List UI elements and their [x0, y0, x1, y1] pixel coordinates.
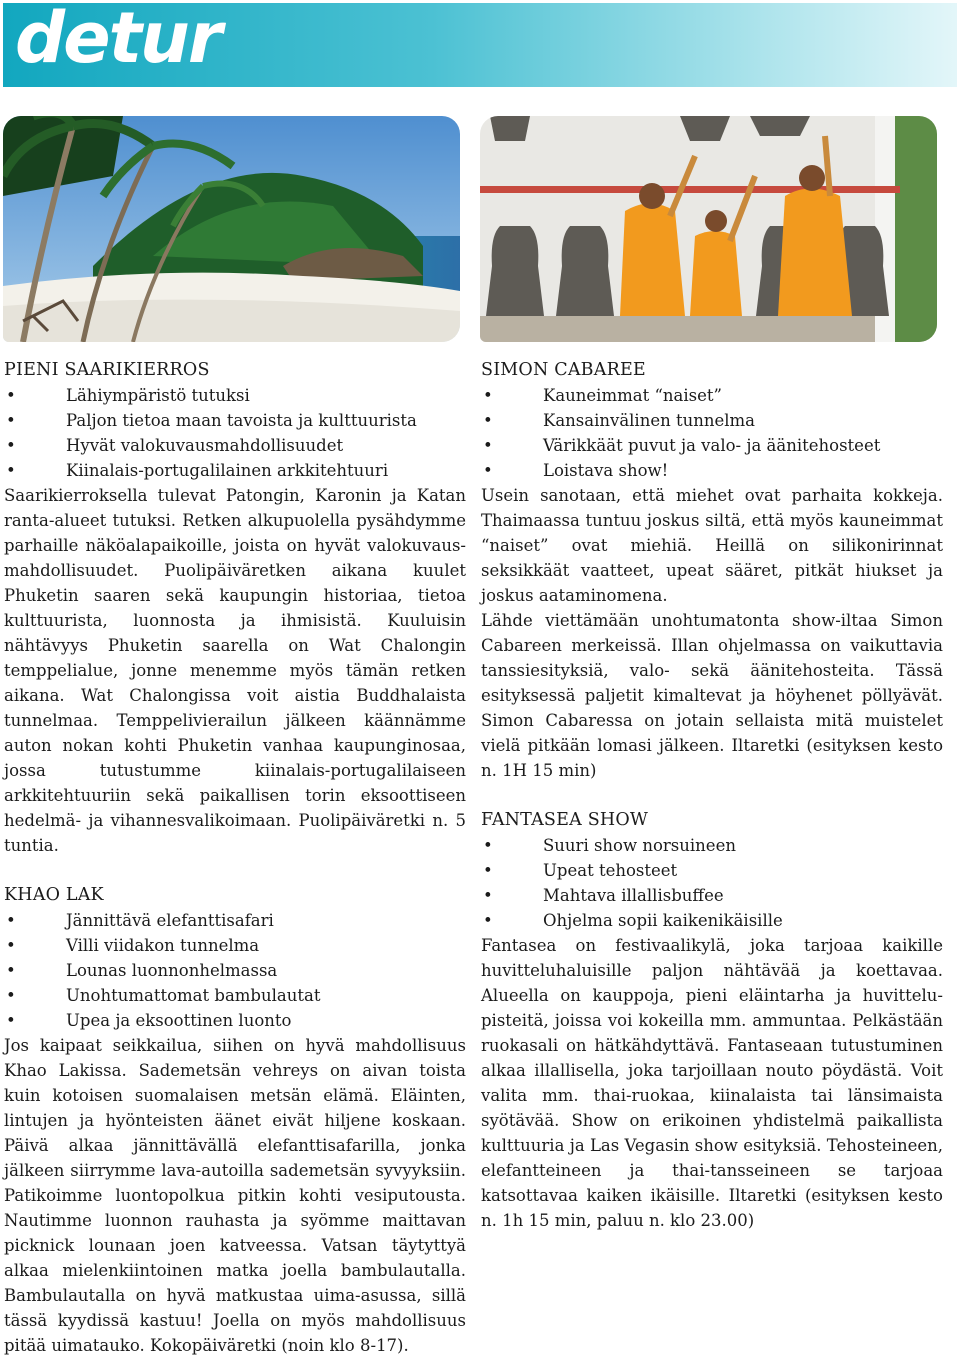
list-item: • Mahtava illallisbuffee [481, 883, 943, 908]
list-item: • Värikkäät puvut ja valo- ja äänitehosteet [481, 433, 943, 458]
description-continued: Lähde viettämään unohtumatonta show-iltaa Simon Cabareen merkeissä. Illan ohjelmassa on vaikuttavia tanssiesityksiä, valo- sekä äänitehosteita. Tässä esityksessä paljetit kimaltevat ja höyhenet pöllyävät. Simon Cabaressa on jotain sellaista mitä muistelet vielä pitkään lomasi jälkeen. Iltaretki (esityksen kesto n. 1H 15 min) [481, 611, 943, 780]
list-item: • Loistava show! [481, 458, 943, 483]
beach-photo-icon [3, 116, 460, 342]
list-item: • Villi viidakon tunnelma [4, 933, 466, 958]
section-title: PIENI SAARIKIERROS [4, 360, 210, 380]
list-item: • Lounas luonnonhelmassa [4, 958, 466, 983]
left-column [4, 358, 466, 1358]
section-pieni-saarikierros [4, 358, 466, 858]
feature-list [4, 383, 466, 483]
feature-list [481, 833, 943, 933]
section-khao-lak [4, 883, 466, 1358]
list-item: • Upeat tehosteet [481, 858, 943, 883]
list-item: • Ohjelma sopii kaikenikäisille [481, 908, 943, 933]
list-item: • Kansainvälinen tunnelma [481, 408, 943, 433]
feature-list [481, 383, 943, 483]
section-title: SIMON CABAREE [481, 360, 646, 380]
description: Fantasea on festivaalikylä, joka tarjoaa kaikille huvitteluhaluisille paljon nähtävää ja koettavaa. Alueella on kauppoja, pieni eläintarha ja huvittelu-pisteitä, joissa voi kokeilla mm. ammuntaa. Pelkästään ruokasali on hätkähdyttävä. Fantaseaan tutustuminen alkaa illallisella, joka tarjoillaan nouto pöydästä. Voit valita mm. thai-ruokaa, kiinalaista tai länsimaista syötävää. Show on erikoinen yhdistelmä paikallista kulttuuria ja Las Vegasin show esityksiä. Tehosteineen, elefantteineen ja thai-tansseineen se tarjoaa katsottavaa kaiken ikäisille. Iltaretki (esityksen kesto n. 1h 15 min, paluu n. klo 23.00) [481, 936, 943, 1230]
section-title: KHAO LAK [4, 885, 104, 905]
detur-logo: detur [15, 0, 221, 79]
list-item: • Paljon tietoa maan tavoista ja kulttuurista [4, 408, 466, 433]
description: Jos kaipaat seikkailua, siihen on hyvä mahdollisuus Khao Lakissa. Sademetsän vehreys on aivan toista kuin kotoisen suomalaisen metsän elämä. Eläinten, lintujen ja hyönteisten äänet eivät hiljene koskaan. Päivä alkaa jännittävällä elefanttisafarilla, jonka jälkeen siirrymme lava-autoilla sademetsän syvyyksiin. Patikoimme luontopolkua pitkin kohti vesiputousta. Nautimme luonnon rauhasta ja syömme maittavan picknick lounaan joen katveessa. Vatsan täytyttyä alkaa mielenkiintoinen matka joella bambulautalla. Bambulautalla on hyvä matkustaa uima-asussa, sillä tässä kyydissä kastuu! Joella on myös mahdollisuus pitää uimatauko. Kokopäiväretki (noin klo 8-17). [4, 1036, 466, 1355]
list-item: • Kiinalais-portugalilainen arkkitehtuuri [4, 458, 466, 483]
description: Usein sanotaan, että miehet ovat parhaita kokkeja. Thaimaassa tuntuu joskus siltä, että myös kauneimmat “naiset” ovat miehiä. Heillä on silikonirinnat seksikkäät vaatteet, upeat sääret, pitkät hiukset ja joskus aataminomena. [481, 486, 943, 605]
section-simon-cabaree [481, 358, 943, 783]
list-item: • Unohtumattomat bambulautat [4, 983, 466, 1008]
right-column [481, 358, 943, 1233]
monks-bells-photo-icon [480, 116, 937, 342]
feature-list [4, 908, 466, 1033]
section-title: FANTASEA SHOW [481, 810, 649, 830]
list-item: • Suuri show norsuineen [481, 833, 943, 858]
list-item: • Hyvät valokuvausmahdollisuudet [4, 433, 466, 458]
description: Saarikierroksella tulevat Patongin, Karonin ja Katan ranta-alueet tutuksi. Retken alkupuolella pysähdymme parhaille näköalapaikoille, joista on hyvät valokuvaus-mahdollisuudet. Puolipäiväretken aikana kuulet Phuketin saaren sekä kaupungin historiaa, tietoa kulttuurista, luonnosta ja ihmisistä. Kuuluisin nähtävyys Phuketin saarella on Wat Chalongin temppelialue, jonne menemme myös tämän retken aikana. Wat Chalongissa voit aistia Buddhalaista tunnelmaa. Temppelivierailun jälkeen käännämme auton nokan kohti Phuketin vanhaa kaupunginosaa, jossa tutustumme kiinalais-portugalilaiseen arkkitehtuuriin sekä paikallisen torin eksoottiseen hedelmä- ja vihannesvalikoimaan. Puolipäiväretki n. 5 tuntia. [4, 486, 466, 855]
list-item: • Jännittävä elefanttisafari [4, 908, 466, 933]
brand-header [3, 0, 957, 87]
list-item: • Kauneimmat “naiset” [481, 383, 943, 408]
list-item: • Upea ja eksoottinen luonto [4, 1008, 466, 1033]
section-fantasea-show [481, 808, 943, 1233]
list-item: • Lähiympäristö tutuksi [4, 383, 466, 408]
